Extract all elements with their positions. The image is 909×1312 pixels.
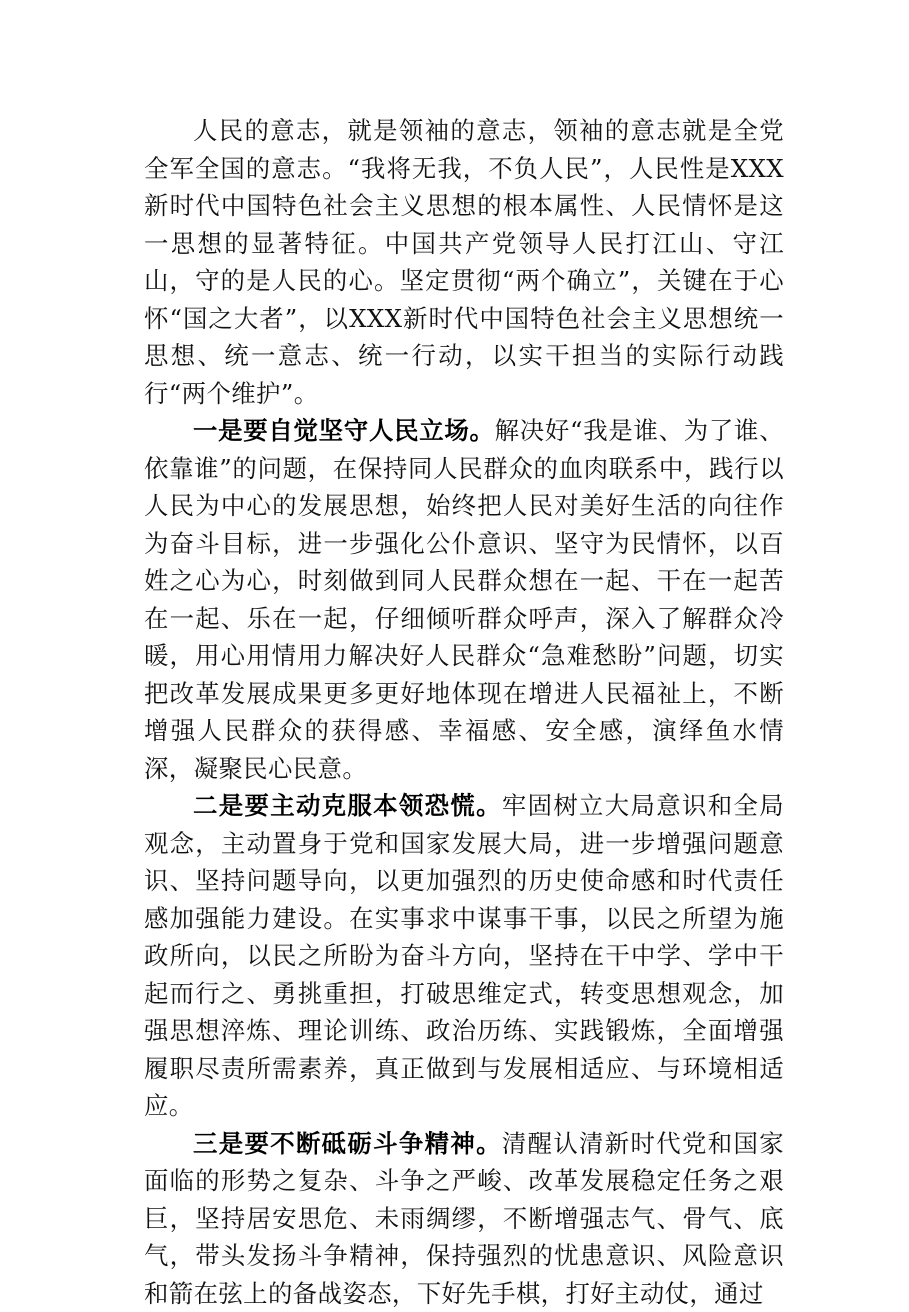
paragraph-text: 清醒认清新时代党和国家面临的形势之复杂、斗争之严峻、改革发展稳定任务之艰巨，坚持居安思危、未雨绸缪，不断增强志气、骨气、底气，带头发扬斗争精神，保持强烈的忧患意识、风险意识和箭在弦上的备战姿态，下好先手棋，打好主动仗，通过 [144, 1129, 784, 1308]
paragraph-text: 人民的意志，就是领袖的意志，领袖的意志就是全党全军全国的意志。“我将无我，不负人民”，人民性是XXX新时代中国特色社会主义思想的根本属性、人民情怀是这一思想的显著特征。中国共产党领导人民打江山、守江山，守的是人民的心。坚定贯彻“两个确立”，关键在于心怀“国之大者”，以XXX新时代中国特色社会主义思想统一思想、统一意志、统一行动，以实干担当的实际行动践行“两个维护”。 [144, 116, 784, 408]
document-body [144, 112, 784, 1312]
paragraph-lead: 一是要自觉坚守人民立场。 [193, 416, 495, 445]
paragraph-text: 牢固树立大局意识和全局观念，主动置身于党和国家发展大局，进一步增强问题意识、坚持问题导向，以更加强烈的历史使命感和时代责任感加强能力建设。在实事求中谋事干事，以民之所望为施政所向，以民之所盼为奋斗方向，坚持在干中学、学中干起而行之、勇挑重担，打破思维定式，转变思想观念，加强思想淬炼、理论训练、政治历练、实践锻炼，全面增强履职尽责所需素养，真正做到与发展相适应、与环境相适应。 [144, 791, 784, 1120]
paragraph-ability-panic [144, 787, 784, 1125]
paragraph-struggle-spirit [144, 1125, 784, 1312]
paragraph-text: 解决好“我是谁、为了谁、依靠谁”的问题，在保持同人民群众的血肉联系中，践行以人民为中心的发展思想，始终把人民对美好生活的向往作为奋斗目标，进一步强化公仆意识、坚守为民情怀，以百姓之心为心，时刻做到同人民群众想在一起、干在一起苦在一起、乐在一起，仔细倾听群众呼声，深入了解群众冷暖，用心用情用力解决好人民群众“急难愁盼”问题，切实把改革发展成果更多更好地体现在增进人民福祉上，不断增强人民群众的获得感、幸福感、安全感，演绎鱼水情深，凝聚民心民意。 [144, 416, 784, 783]
paragraph-people-stance [144, 412, 784, 787]
paragraph-intro [144, 112, 784, 412]
paragraph-lead: 三是要不断砥砺斗争精神。 [193, 1129, 502, 1158]
paragraph-lead: 二是要主动克服本领恐慌。 [193, 791, 502, 820]
